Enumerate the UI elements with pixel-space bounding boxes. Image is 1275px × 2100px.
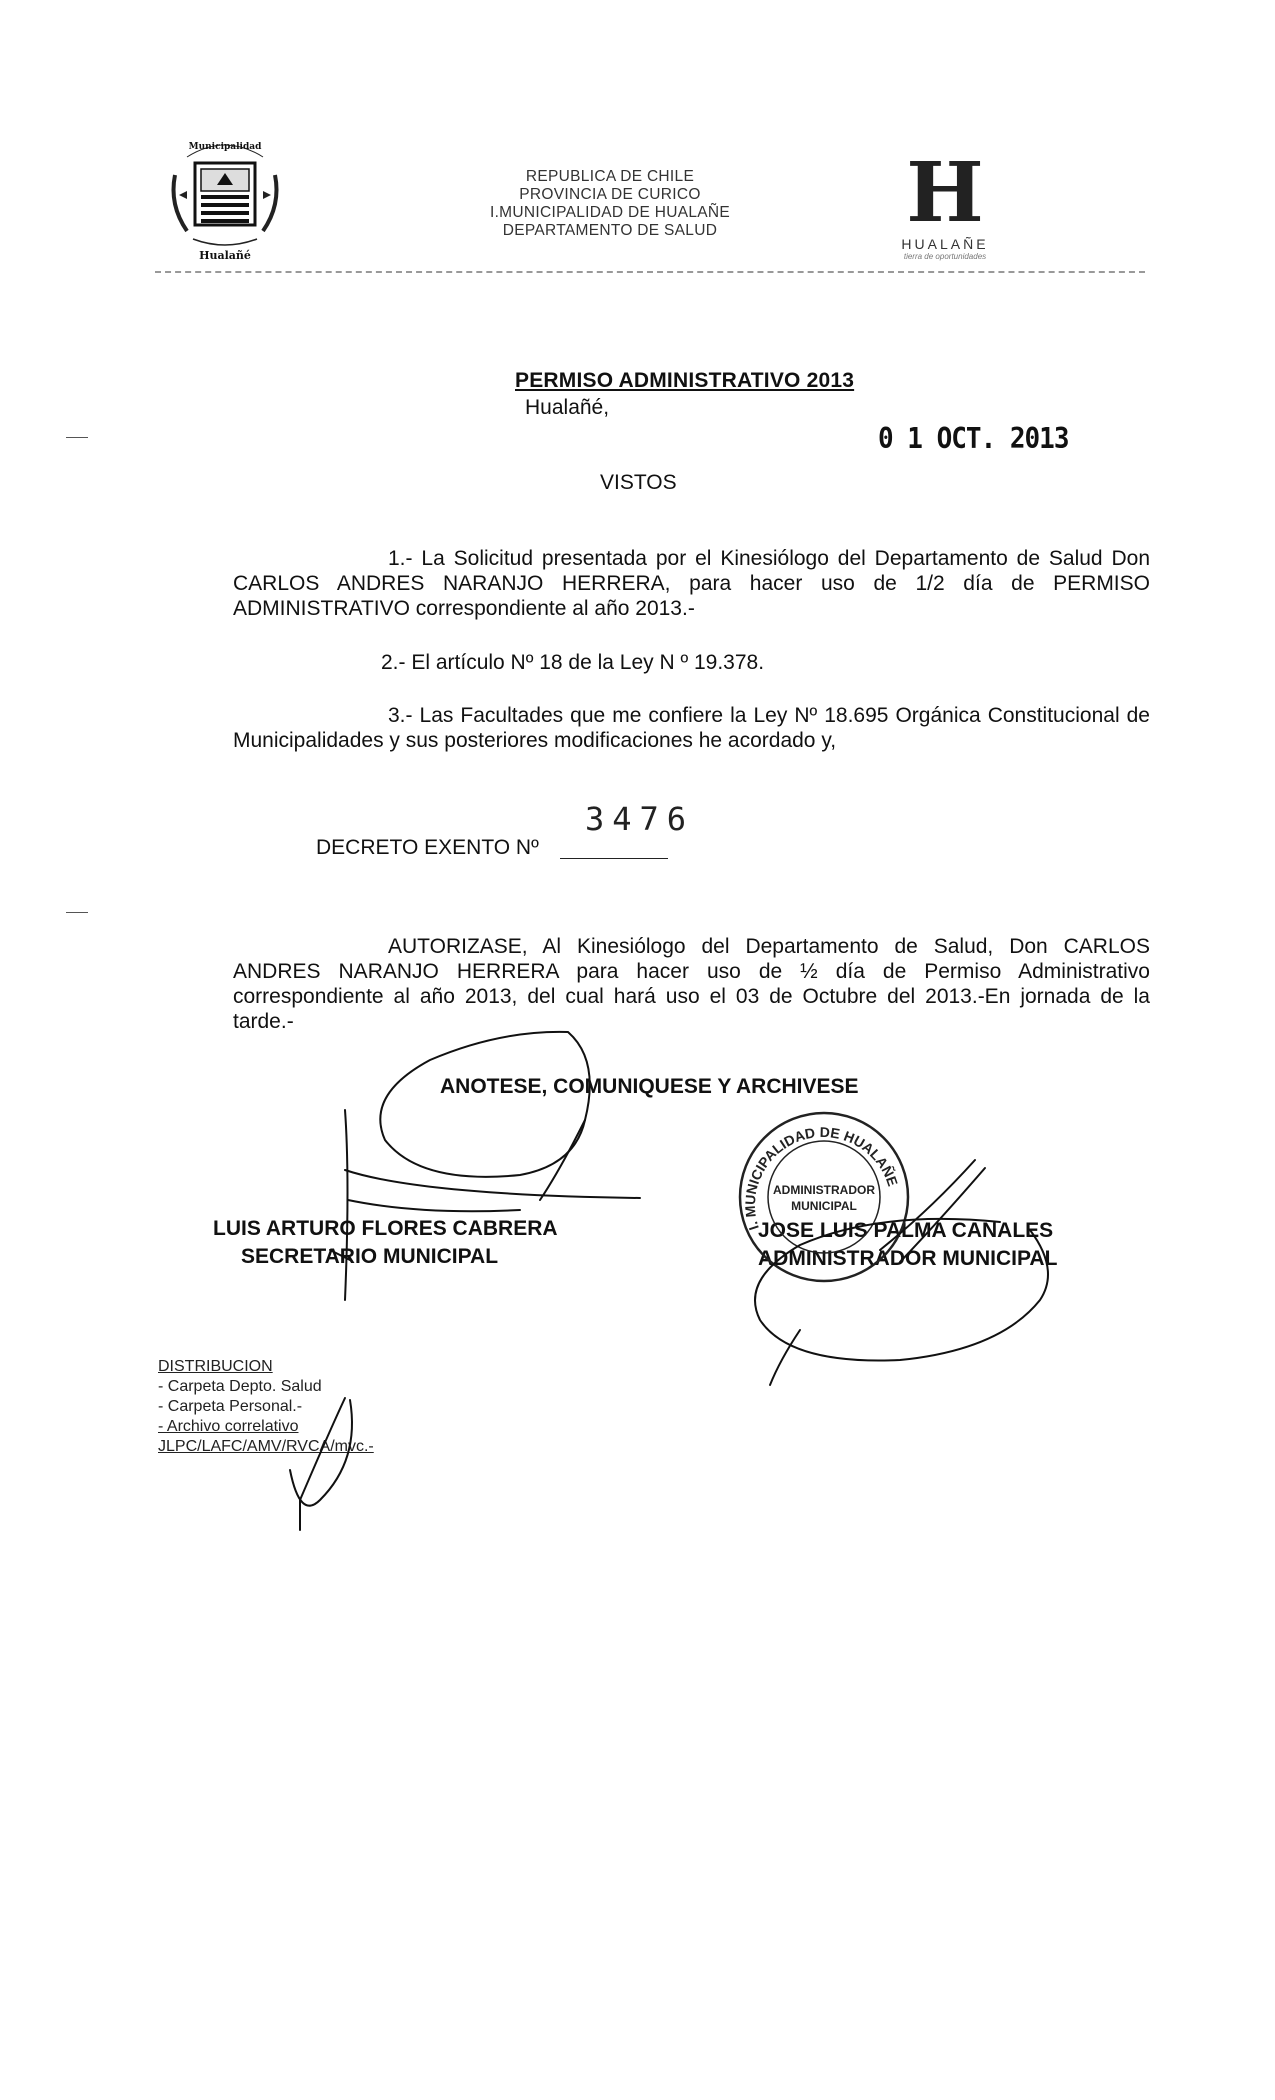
signatory-secretary-role: SECRETARIO MUNICIPAL: [241, 1245, 499, 1268]
date-stamp: 0 1 OCT. 2013: [878, 422, 1069, 456]
distribution-list: [158, 1377, 374, 1457]
decreto-label: DECRETO EXENTO Nº: [316, 836, 539, 859]
header-divider: [155, 271, 1145, 273]
header-institution-block: [440, 168, 780, 240]
signatory-administrator-role: ADMINISTRADOR MUNICIPAL: [758, 1247, 1058, 1270]
distribution-title: DISTRIBUCION: [158, 1358, 273, 1375]
distribution-item: - Carpeta Depto. Salud: [158, 1378, 322, 1395]
signatory-secretary-name: LUIS ARTURO FLORES CABRERA: [213, 1217, 558, 1240]
vistos-heading: VISTOS: [600, 471, 677, 494]
distribution-item: JLPC/LAFC/AMV/RVCA/mvc.-: [158, 1438, 374, 1455]
svg-text:MUNICIPAL: MUNICIPAL: [791, 1199, 857, 1213]
document-title: PERMISO ADMINISTRATIVO 2013: [515, 369, 855, 392]
margin-mark: [66, 437, 88, 438]
municipal-crest-logo: [165, 135, 285, 263]
svg-text:Municipalidad: Municipalidad: [188, 142, 262, 152]
logo-letter: H: [906, 145, 984, 241]
hualane-logo: [880, 145, 1010, 270]
svg-text:Hualañé: Hualañé: [199, 249, 251, 262]
distribution-item: - Carpeta Personal.-: [158, 1398, 303, 1415]
decreto-underline: [560, 858, 668, 859]
distribution-item: - Archivo correlativo: [158, 1418, 299, 1435]
margin-mark: [66, 912, 88, 913]
logo-tagline: tierra de oportunidades: [903, 252, 987, 261]
signatory-administrator-name: JOSE LUIS PALMA CANALES: [758, 1219, 1054, 1242]
header-line: DEPARTAMENTO DE SALUD: [502, 222, 718, 239]
logo-name: HUALAÑE: [901, 236, 989, 252]
anotese-line: ANOTESE, COMUNIQUESE Y ARCHIVESE: [440, 1075, 859, 1098]
svg-text:ADMINISTRADOR: ADMINISTRADOR: [773, 1183, 875, 1197]
vistos-item-3: 3.- Las Facultades que me confiere la Ley Nº 18.695 Orgánica Constitucional de Municipalidades y sus posteriores modificaciones he acordado y,: [233, 704, 1150, 752]
decreto-number-stamp: 3476: [585, 800, 695, 838]
place-line: Hualañé,: [525, 396, 610, 419]
vistos-item-2: 2.- El artículo Nº 18 de la Ley N º 19.378.: [381, 651, 765, 674]
header-line: I.MUNICIPALIDAD DE HUALAÑE: [489, 204, 731, 221]
autorizase-paragraph: AUTORIZASE, Al Kinesiólogo del Departamento de Salud, Don CARLOS ANDRES NARANJO HERRERA para hacer uso de ½ día de Permiso Administrativo correspondiente al año 2013, del cual hará uso el 03 de Octubre del 2013.-En jornada de la tarde.-: [233, 935, 1150, 1033]
vistos-item-1: 1.- La Solicitud presentada por el Kinesiólogo del Departamento de Salud Don CARLOS ANDRES NARANJO HERRERA, para hacer uso de 1/2 día de PERMISO ADMINISTRATIVO correspondiente al año 2013.-: [233, 547, 1150, 620]
header-line: PROVINCIA DE CURICO: [519, 186, 701, 203]
header-line: REPUBLICA DE CHILE: [525, 168, 695, 185]
svg-text:I. MUNICIPALIDAD DE HUALAÑE: I. MUNICIPALIDAD DE HUALAÑE: [741, 1123, 902, 1233]
official-seal-stamp: [735, 1108, 913, 1286]
